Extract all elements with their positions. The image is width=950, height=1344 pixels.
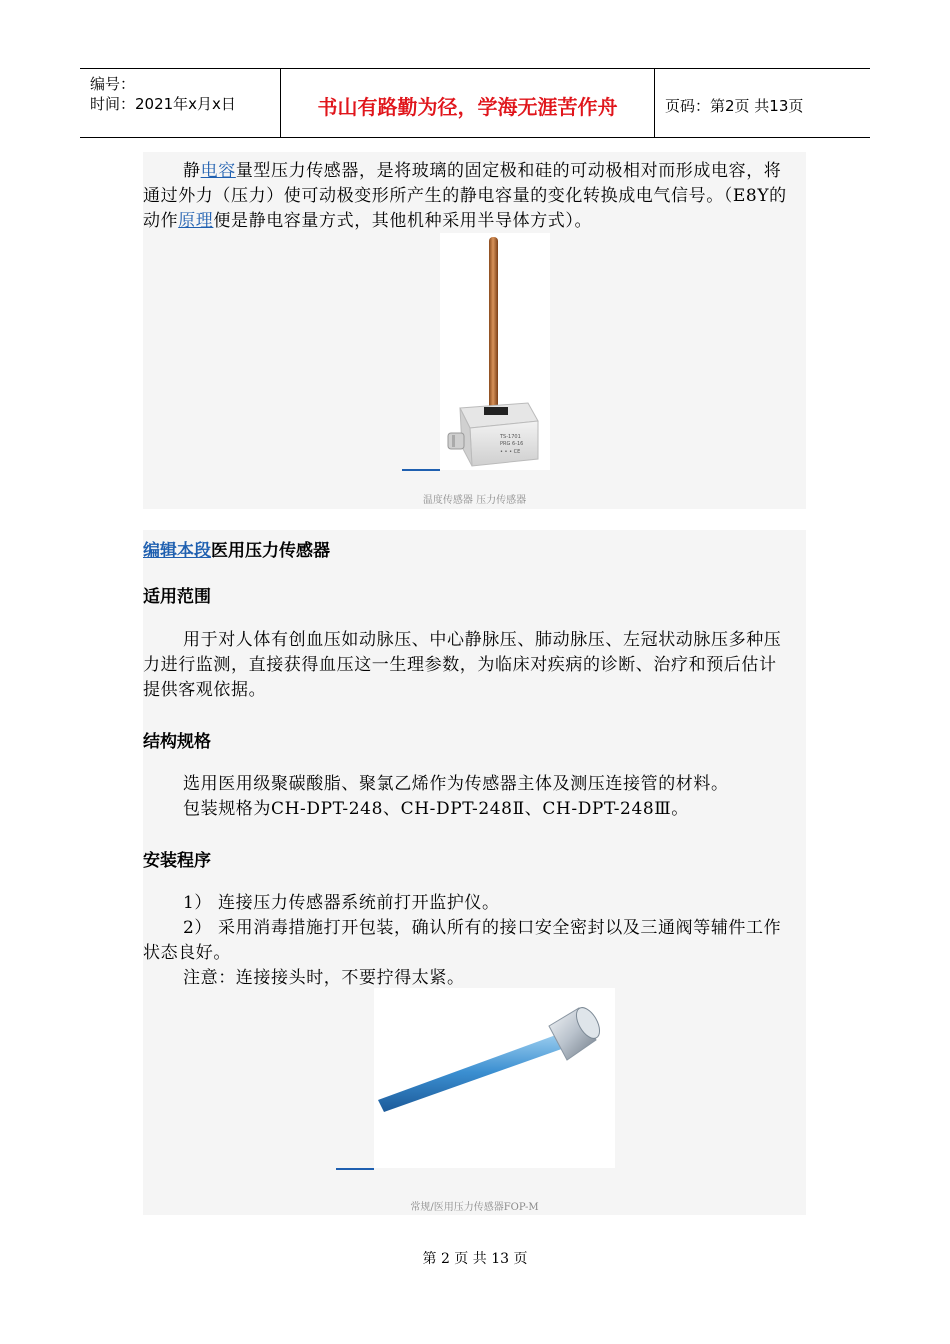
header-motto: 书山有路勤为径，学海无涯苦作舟 (317, 95, 618, 119)
image2-caption: 常规/医用压力传感器FOP-M (410, 1202, 539, 1213)
para-text-3: 便是静电容量方式，其他机种采用半导体方式）。 (213, 211, 593, 231)
document-time-label: 时间：2021年x月x日 (90, 95, 236, 113)
image1-caption: 温度传感器 压力传感器 (422, 495, 527, 506)
section-title-text: 医用压力传感器 (211, 541, 330, 561)
install-step-1: 1） 连接压力传感器系统前打开监护仪。 (183, 893, 500, 913)
medical-probe-image (374, 988, 615, 1168)
structure-line-1: 选用医用级聚碳酸脂、聚氯乙烯作为传感器主体及测压连接管的材料。 (183, 774, 729, 794)
para-text-2: 量型压力传感器，是将玻璃的固定极和硅的可动极相对而形成电容，将通过外力（压力）使可动极变形所产生的静电容量的变化转换成电气信号。（E8Y的动作 (143, 161, 787, 231)
svg-text:TS-1701: TS-1701 (500, 434, 521, 440)
scope-paragraph: 用于对人体有创血压如动脉压、中心静脉压、肺动脉压、左冠状动脉压多种压力进行监测，直接获得血压这一生理参数，为临床对疾病的诊断、治疗和预后估计提供客观依据。 (143, 630, 782, 700)
para-text-1: 静 (183, 161, 201, 181)
svg-text:• • • CE: • • • CE (500, 449, 521, 455)
page-header (80, 68, 870, 138)
install-heading: 安装程序 (143, 851, 211, 871)
install-note: 注意：连接接头时，不要拧得太紧。 (183, 968, 465, 988)
edit-section-link[interactable]: 编辑本段 (143, 541, 211, 561)
header-motto-cell (281, 69, 655, 137)
structure-line-2: 包装规格为CH-DPT-248、CH-DPT-248Ⅱ、CH-DPT-248Ⅲ。 (183, 799, 689, 819)
svg-text:PRG 6-16: PRG 6-16 (500, 441, 524, 447)
page-footer: 第 2 页 共 13 页 (422, 1251, 528, 1267)
image1-link-underline[interactable] (402, 469, 440, 471)
install-step-2: 2） 采用消毒措施打开包装，确认所有的接口安全密封以及三通阀等辅件工作状态良好。 (143, 918, 782, 963)
header-right-cell (655, 69, 870, 137)
header-left-cell (80, 69, 281, 137)
structure-heading: 结构规格 (143, 732, 211, 752)
header-page-info: 页码：第2页 共13页 (665, 97, 804, 115)
scope-heading: 适用范围 (143, 587, 211, 607)
principle-link[interactable]: 原理 (178, 211, 214, 231)
document-number-label: 编号： (90, 75, 136, 93)
sensor-probe-image (440, 233, 550, 470)
section-title (143, 536, 330, 561)
capacitance-link[interactable]: 电容 (200, 161, 236, 181)
capacitive-sensor-paragraph (143, 159, 789, 234)
image2-link-underline[interactable] (336, 1168, 374, 1170)
